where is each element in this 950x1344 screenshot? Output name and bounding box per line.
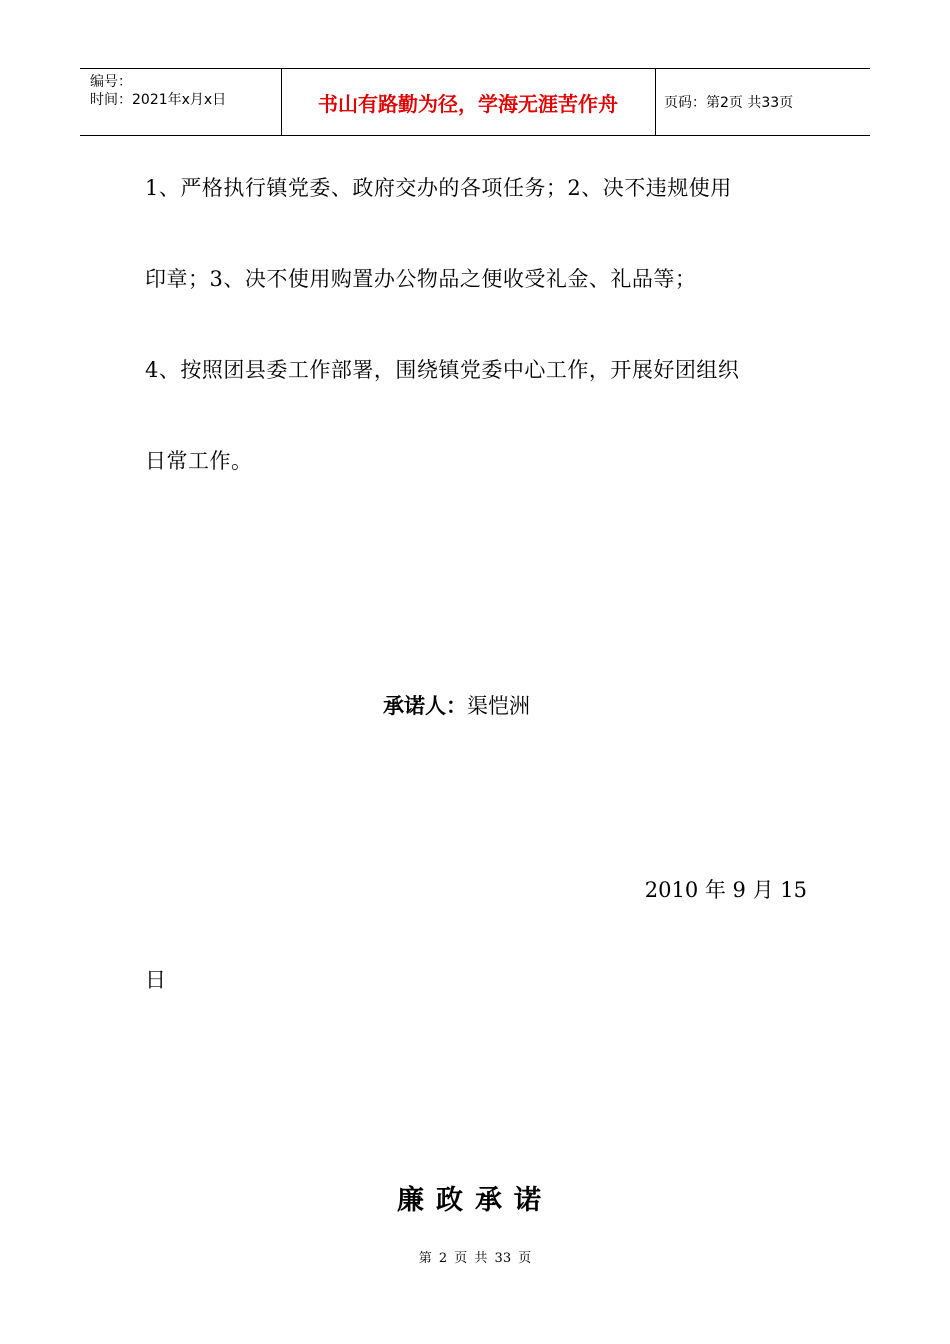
header-page-number: 页码：第2页 共33页 [664, 95, 794, 111]
signature-date: 2010 年 9 月 15 [644, 878, 807, 902]
page-header [80, 68, 870, 136]
body-paragraph-line: 印章；3、决不使用购置办公物品之便收受礼金、礼品等； [145, 267, 697, 291]
header-divider [655, 69, 656, 135]
serial-number-label: 编号： [90, 74, 132, 90]
section-title: 廉政承诺 [397, 1185, 553, 1216]
signature-block [383, 690, 530, 720]
body-paragraph-line: 日常工作。 [145, 449, 253, 473]
signature-date-day: 日 [145, 968, 166, 992]
header-motto: 书山有路勤为径，学海无涯苦作舟 [318, 91, 618, 116]
body-paragraph-line: 1、严格执行镇党委、政府交办的各项任务；2、决不违规使用 [145, 176, 732, 200]
signer-name: 渠恺洲 [467, 694, 530, 718]
date-label: 时间：2021年x月x日 [90, 92, 227, 108]
header-meta [90, 73, 226, 109]
body-paragraph-line: 4、按照团县委工作部署，围绕镇党委中心工作，开展好团组织 [145, 358, 740, 382]
page-footer: 第 2 页 共 33 页 [418, 1251, 532, 1266]
signer-label: 承诺人： [383, 693, 467, 718]
